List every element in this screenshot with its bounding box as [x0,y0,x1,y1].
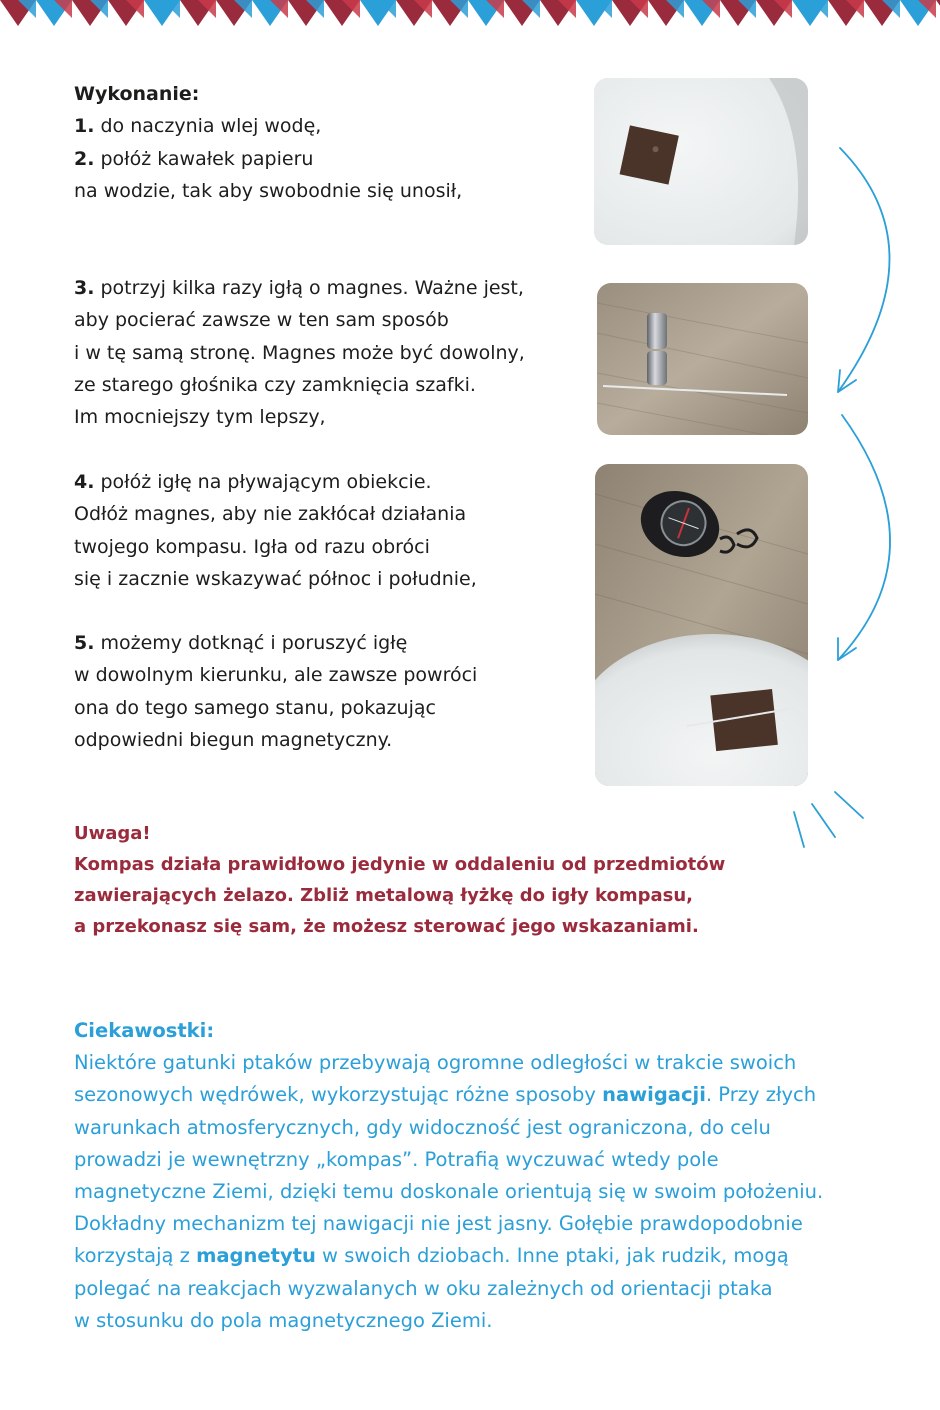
warning-line-3: a przekonasz się sam, że możesz sterować jego wskazaniami. [74,916,699,937]
warning-box [74,818,874,942]
facts-line-7 [74,1240,894,1272]
step-5-text: możemy dotknąć i poruszyć igłę [94,632,408,654]
step-5-number: 5. [74,632,95,654]
facts-title: Ciekawostki: [74,1019,215,1042]
facts-line-1: Niektóre gatunki ptaków przebywają ogromne odległości w trakcie swoich [74,1051,797,1075]
step-4-line-3: twojego kompasu. Igła od razu obróci [74,535,430,558]
step-4-line-4: się i zacznie wskazywać północ i południe, [74,567,477,590]
facts-line-2-start: sezonowych wędrówek, wykorzystując różne sposoby [74,1083,603,1107]
step-2 [74,143,574,175]
facts-line-7-start: korzystają z [74,1244,197,1268]
step-3-line-3: i w tę samą stronę. Magnes może być dowolny, [74,341,525,364]
decorative-arrows [780,130,940,870]
facts-line-7-end: w swoich dziobach. Inne ptaki, jak rudzik, mogą [315,1244,789,1268]
step-3-line-5: Im mocniejszy tym lepszy, [74,406,326,429]
step-3-line-2: aby pocierać zawsze w ten sam sposób [74,309,449,332]
step-5-line-4: odpowiedni biegun magnetyczny. [74,728,393,751]
step-1-text: do naczynia wlej wodę, [94,115,322,138]
decorative-dash-3 [835,792,863,818]
instructions-step-5 [74,627,574,756]
step-5 [74,627,574,659]
facts-line-9: w stosunku do pola magnetycznego Ziemi. [74,1308,493,1332]
instructions-heading: Wykonanie: [74,83,200,105]
step-1-number: 1. [74,115,95,138]
step-4-text: połóż igłę na pływającym obiekcie. [94,471,432,493]
instructions-part-1 [74,78,574,207]
facts-line-5: magnetyczne Ziemi, dzięki temu doskonale orientują się w swoim położeniu. [74,1180,824,1204]
instructions-step-3 [74,272,574,433]
arrow-curve-1 [838,148,890,392]
step-1 [74,110,574,142]
photo-compass-and-bowl [595,464,808,786]
keyword-magnetite: magnetytu [196,1244,316,1268]
facts-line-3: warunkach atmosferycznych, gdy widoczność jest ograniczona, do celu [74,1115,771,1139]
step-2-line-2: na wodzie, tak aby swobodnie się unosił, [74,179,463,202]
step-3-text: potrzyj kilka razy igłą o magnes. Ważne jest, [94,277,524,299]
step-4 [74,466,574,498]
step-5-line-2: w dowolnym kierunku, ale zawsze powróci [74,664,478,687]
keyword-navigation: nawigacji [602,1083,706,1107]
step-2-number: 2. [74,147,95,170]
step-3 [74,272,574,304]
step-3-number: 3. [74,277,95,299]
step-5-line-3: ona do tego samego stanu, pokazując [74,696,436,719]
facts-line-2-end: . Przy złych [705,1083,817,1107]
step-4-line-2: Odłóż magnes, aby nie zakłócał działania [74,503,467,526]
photo-magnet-and-needle [597,283,808,435]
step-3-line-4: ze starego głośnika czy zamknięcia szafki. [74,373,476,396]
warning-line-2: zawierających żelazo. Zbliż metalową łyżkę do igły kompasu, [74,885,693,906]
facts-line-6: Dokładny mechanizm tej nawigacji nie jest jasny. Gołębie prawdopodobnie [74,1212,803,1236]
decorative-top-border [0,0,940,32]
fun-facts-section [74,1015,894,1337]
step-2-text: połóż kawałek papieru [94,147,314,170]
facts-line-4: prowadzi je wewnętrzny „kompas”. Potrafią wyczuwać wtedy pole [74,1147,719,1171]
arrow-curve-2 [838,415,890,660]
warning-title: Uwaga! [74,823,151,844]
photo-bowl-with-paper [594,78,808,245]
step-4-number: 4. [74,471,95,493]
facts-line-8: polegać na reakcjach wyzwalanych w oku zależnych od orientacji ptaka [74,1276,773,1300]
instructions-step-4 [74,466,574,595]
warning-line-1: Kompas działa prawidłowo jedynie w oddaleniu od przedmiotów [74,854,726,875]
facts-line-2 [74,1079,894,1111]
